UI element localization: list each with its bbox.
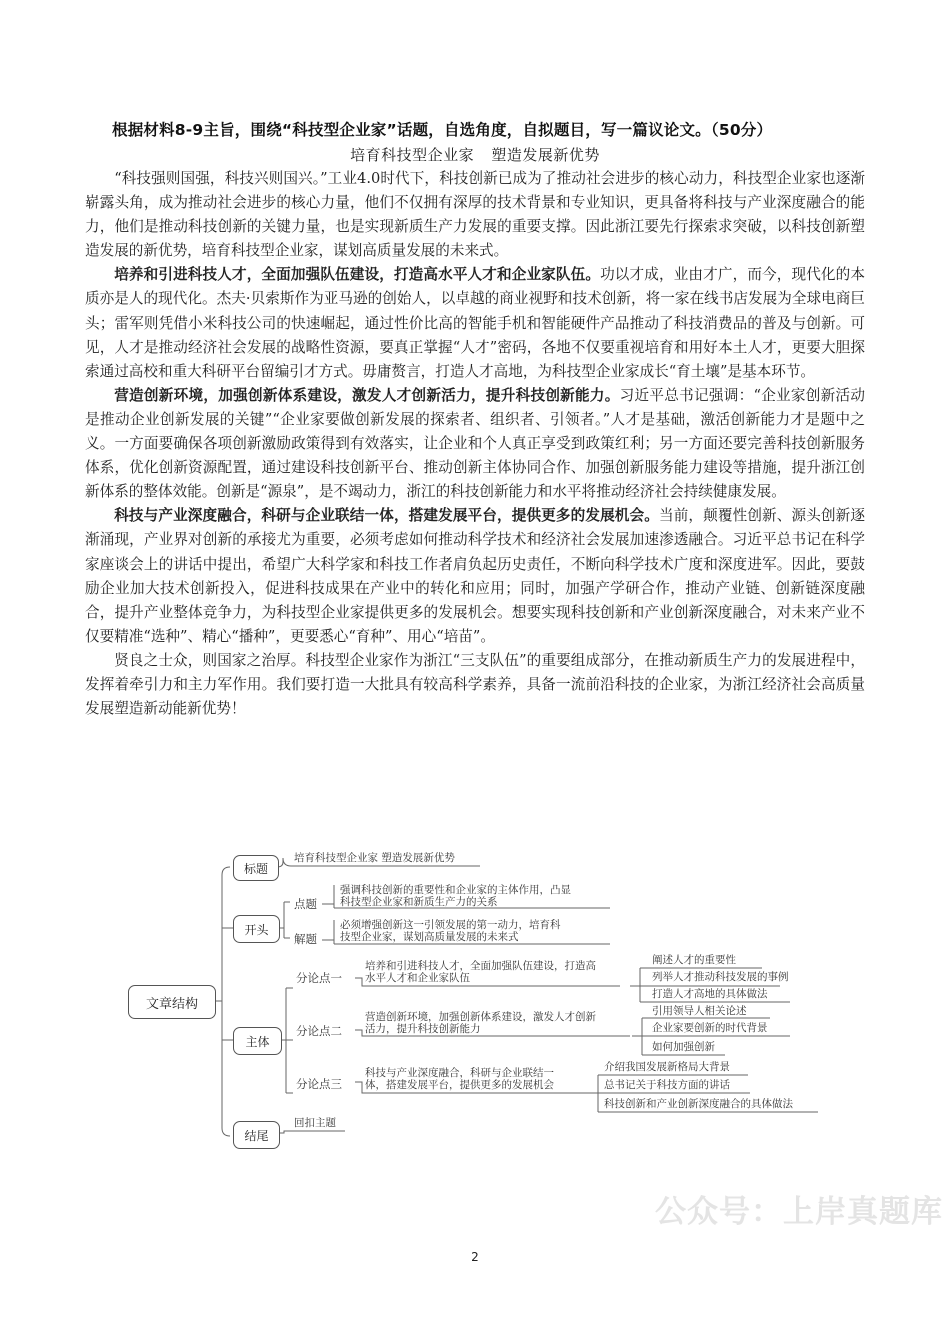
mindmap-sub2-leaf: 如何加强创新 bbox=[652, 1041, 715, 1053]
paragraph-talent bbox=[85, 263, 865, 383]
mindmap-sub3-leaf: 总书记关于科技方面的讲话 bbox=[604, 1079, 730, 1091]
mindmap-sub2-label: 分论点二 bbox=[296, 1024, 342, 1038]
mindmap-root-label: 文章结构 bbox=[145, 996, 198, 1012]
essay-title-part1: 培育科技型企业家 bbox=[350, 146, 475, 164]
paragraph-integration bbox=[85, 504, 865, 649]
paragraph-integration-text: 当前，颠覆性创新、源头创新逐渐涌现，产业界对创新的承接尤为重要，必须考虑如何推动科学技术和经济社会发展加速渗透融合。习近平总书记在科学家座谈会上的讲话中提出，希望广大科学家和科技工作者肩负起历史责任，不断向科学技术广度和深度进军。因此，要鼓励企业加大技术创新投入，促进科技成果在产业中的转化和应用；同时，加强产学研合作，推动产业链、创新链深度融合，提升产业整体竞争力，为科技型企业家提供更多的发展机会。想要实现科技创新和产业创新深度融合，对未来产业不仅要精准“选种”、精心“播种”，更要悉心“育种”、用心“培苗”。 bbox=[85, 507, 865, 645]
connector-ending-leaf bbox=[278, 1131, 345, 1133]
mindmap-sub2-leaf: 引用领导人相关论述 bbox=[652, 1005, 747, 1017]
paragraph-innovation bbox=[85, 384, 865, 504]
mindmap-title-node bbox=[233, 855, 279, 881]
mindmap-explain-leaf-line2: 技型企业家，谋划高质量发展的未来式 bbox=[340, 931, 519, 943]
paragraph-intro: “科技强则国强，科技兴则国兴。”工业4.0时代下，科技创新已成为了推动社会进步的核心动力，科技型企业家也逐渐崭露头角，成为推动社会进步的核心力量，他们不仅拥有深厚的技术背景和专业知识，更具备将科技与产业深度融合的能力，他们是推动科技创新的关键力量，也是实现新质生产力发展的重要支撑。因此浙江要先行探索求突破，以科技创新塑造发展的新优势，培育科技型企业家，谋划高质量发展的未来式。 bbox=[85, 170, 865, 260]
mindmap-ending-leaf: 回扣主题 bbox=[294, 1117, 336, 1129]
mindmap-ending-node bbox=[233, 1121, 280, 1149]
watermark: 公众号：上岸真题库 bbox=[655, 1194, 943, 1230]
mindmap-sub1-leaf: 阐述人才的重要性 bbox=[652, 954, 736, 966]
mindmap-point-leaf-line1: 强调科技创新的重要性和企业家的主体作用，凸显 bbox=[340, 884, 571, 896]
essay-title-part2: 塑造发展新优势 bbox=[491, 146, 600, 164]
mindmap-explain-label: 解题 bbox=[294, 932, 317, 946]
mindmap-sub3-leaf: 介绍我国发展新格局大背景 bbox=[604, 1061, 730, 1073]
mindmap-sub3-leaf: 科技创新和产业创新深度融合的具体做法 bbox=[604, 1098, 793, 1110]
mindmap-sub1-text-line2: 水平人才和企业家队伍 bbox=[365, 972, 470, 984]
mindmap-body-label: 主体 bbox=[245, 1034, 270, 1049]
mindmap-ending-label: 结尾 bbox=[244, 1128, 269, 1143]
mindmap-opening-node bbox=[233, 915, 280, 943]
paragraph-integration-thesis: 科技与产业深度融合，科研与企业联结一体，搭建发展平台，提供更多的发展机会。 bbox=[114, 507, 659, 525]
mindmap-sub3-label: 分论点三 bbox=[296, 1077, 342, 1091]
mindmap-sub1-leaf: 列举人才推动科技发展的事例 bbox=[652, 971, 789, 983]
paragraph-talent-thesis: 培养和引进科技人才，全面加强队伍建设，打造高水平人才和企业家队伍。 bbox=[114, 266, 601, 284]
mindmap-opening-label: 开头 bbox=[244, 922, 269, 937]
page-number: 2 bbox=[471, 1250, 479, 1264]
mindmap-body-node bbox=[233, 1027, 282, 1055]
mindmap-sub2-text-line2: 活力，提升科技创新能力 bbox=[365, 1023, 481, 1035]
mindmap-title-label: 标题 bbox=[243, 861, 268, 876]
paragraph-conclusion: 贤良之士众，则国家之治厚。科技型企业家作为浙江“三支队伍”的重要组成部分，在推动新质生产力的发展进程中，发挥着牵引力和主力军作用。我们要打造一大批具有较高科学素养，具备一流前沿科技的企业家，为浙江经济社会高质量发展塑造新动能新优势！ bbox=[85, 651, 865, 718]
question-prompt: 根据材料8-9主旨，围绕“科技型企业家”话题，自选角度，自拟题目，写一篇议论文。（50分） bbox=[112, 121, 773, 139]
paragraph-innovation-text: 习近平总书记强调：“企业家创新活动是推动企业创新发展的关键”“企业家要做创新发展的探索者、组织者、引领者。”人才是基础，激活创新能力才是题中之义。一方面要确保各项创新激励政策得到有效落实，让企业和个人真正享受到政策红利；另一方面还要完善科技创新服务体系，优化创新资源配置，通过建设科技创新平台、推动创新主体协同合作、加强创新服务能力建设等措施，提升浙江创新体系的整体效能。创新是“源泉”，是不竭动力，浙江的科技创新能力和水平将推动经济社会持续健康发展。 bbox=[85, 386, 865, 501]
mindmap-sub1-text-line1: 培养和引进科技人才，全面加强队伍建设，打造高 bbox=[365, 960, 596, 972]
connector-trunk bbox=[222, 867, 230, 1136]
paragraph-talent-text: 功以才成，业由才广，而今，现代化的本质亦是人的现代化。杰夫·贝索斯作为亚马逊的创始人，以卓越的商业视野和技术创新，将一家在线书店发展为全球电商巨头；雷军则凭借小米科技公司的快速崛起，通过性价比高的智能手机和智能硬件产品推动了科技消费品的普及与创新。可见，人才是推动经济社会发展的战略性资源，要真正掌握“人才”密码，各地不仅要重视培育和用好本土人才，更要大胆探索通过高校和重大科研平台留编引才方式。毋庸赘言，打造人才高地，为科技型企业家成长“育土壤”是基本环节。 bbox=[85, 266, 865, 380]
mindmap-sub1-leaf: 打造人才高地的具体做法 bbox=[652, 988, 768, 1000]
mindmap-sub2-leaf: 企业家要创新的时代背景 bbox=[652, 1022, 768, 1034]
mindmap-point-label: 点题 bbox=[294, 897, 317, 911]
mindmap-explain-leaf-line1: 必须增强创新这一引领发展的第一动力，培育科 bbox=[340, 919, 561, 931]
mindmap-root-node bbox=[128, 985, 216, 1019]
paragraph-innovation-thesis: 营造创新环境，加强创新体系建设，激发人才创新活力，提升科技创新能力。 bbox=[114, 386, 620, 404]
mindmap-sub3-text-line2: 体，搭建发展平台，提供更多的发展机会 bbox=[365, 1079, 554, 1091]
mindmap-sub3-text-line1: 科技与产业深度融合，科研与企业联结一 bbox=[365, 1067, 554, 1079]
essay-body bbox=[85, 167, 865, 721]
essay-title bbox=[0, 144, 950, 165]
mindmap-sub2-text-line1: 营造创新环境，加强创新体系建设，激发人才创新 bbox=[365, 1011, 596, 1023]
mindmap-sub1-label: 分论点一 bbox=[296, 971, 342, 985]
mindmap-point-leaf-line2: 科技型企业家和新质生产力的关系 bbox=[340, 896, 498, 908]
mindmap-title-leaf: 培育科技型企业家 塑造发展新优势 bbox=[294, 852, 455, 864]
